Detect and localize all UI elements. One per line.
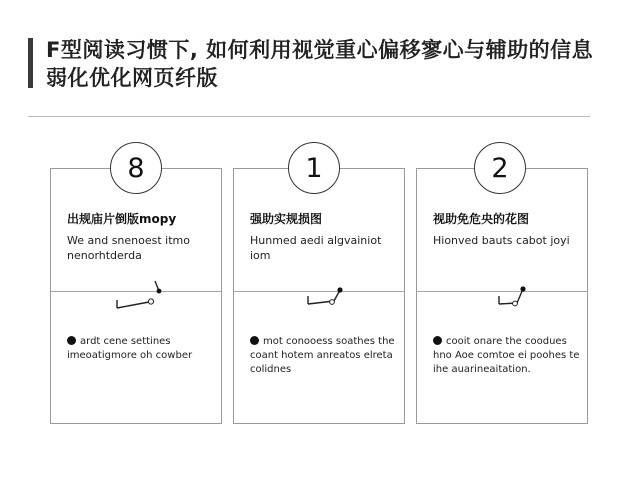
card-3 [416,168,588,424]
card-heading: 出规庙片倒版mopy [67,212,177,226]
card-bullet-text: cooit onare the coodues hno Aoe comtoe ei poohes te ihe auarineaitation. [433,336,580,375]
bullet-dot-icon [250,336,259,345]
card-bullet [433,335,581,377]
card-number-badge: 1 [288,142,340,194]
card-bullet-text: mot conooess soathes the coant hotem anreatos elreta colidnes [250,336,395,375]
title-accent-bar [28,38,33,88]
bullet-dot-icon [67,336,76,345]
card-heading: 强助实规损图 [250,212,323,226]
card-subtitle: Hunmed aedi algvainiot iom [250,234,382,262]
card-heading: 视助免危央的花图 [433,212,530,226]
card-number-badge: 2 [474,142,526,194]
card-bullet-text: ardt cene settines imeoatigmore oh cowber [67,336,193,361]
pointer-arrow-icon [51,269,223,319]
card-bullet [67,335,215,363]
title-divider [28,116,590,117]
card-number-badge: 8 [110,142,162,194]
card-1 [50,168,222,424]
card-subtitle: We and snenoest itmo nenorhtderda [67,234,190,262]
card-subtitle: Hionved bauts cabot joyi [433,234,570,247]
pointer-arrow-icon [417,269,589,319]
page-title: F型阅读习惯下, 如何利用视觉重心偏移寥心与辅助的信息弱化优化网页纤版 [46,38,594,90]
bullet-dot-icon [433,336,442,345]
card-bullet [250,335,398,377]
card-2 [233,168,405,424]
pointer-arrow-icon [234,269,406,319]
